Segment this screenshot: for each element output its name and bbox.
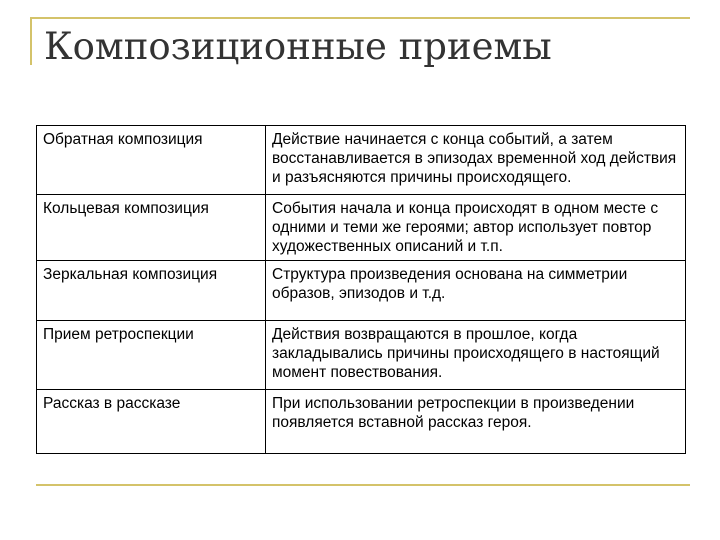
top-frame-rule xyxy=(30,17,690,19)
technique-description: При использовании ретроспекции в произведении появляется вставной рассказ героя. xyxy=(266,390,686,454)
table-row xyxy=(37,195,686,261)
technique-description: События начала и конца происходят в одном месте с одними и теми же героями; автор использует повтор художественных описаний и т.п. xyxy=(266,195,686,261)
slide-title: Композиционные приемы xyxy=(44,25,552,68)
technique-term: Зеркальная композиция xyxy=(37,261,266,321)
technique-description: Структура произведения основана на симметрии образов, эпизодов и т.д. xyxy=(266,261,686,321)
table-row xyxy=(37,261,686,321)
composition-techniques-table xyxy=(36,125,686,454)
technique-term: Кольцевая композиция xyxy=(37,195,266,261)
technique-term: Рассказ в рассказе xyxy=(37,390,266,454)
table-row xyxy=(37,390,686,454)
table-row xyxy=(37,321,686,390)
technique-description: Действия возвращаются в прошлое, когда закладывались причины происходящего в настоящий момент повествования. xyxy=(266,321,686,390)
technique-term: Обратная композиция xyxy=(37,126,266,195)
table-row xyxy=(37,126,686,195)
technique-description: Действие начинается с конца событий, а затем восстанавливается в эпизодах временной ход действия и разъясняются причины происходящего. xyxy=(266,126,686,195)
technique-term: Прием ретроспекции xyxy=(37,321,266,390)
bottom-rule xyxy=(36,484,690,486)
left-frame-rule xyxy=(30,17,32,65)
